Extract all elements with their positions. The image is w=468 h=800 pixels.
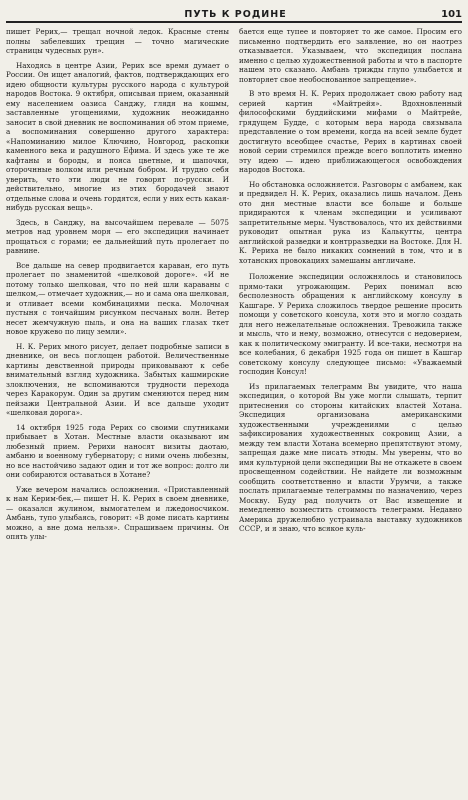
paragraph: пишет Рерих,— трещал ночной ледок. Красные стены полны забелевших трещин — точно магические страницы чудесных рун». [6, 27, 229, 55]
paragraph: Из прилагаемых телеграмм Вы увидите, что наша экспедиция, о которой Вы уже могли слышать, терпит притеснения со стороны китайских властей Хотана. Экспедиция организована американскими художественными учреждениями с целью зафиксирования художественных сокровищ Азии, а между тем власти Хотана всемерно препятствуют этому, запрещая даже мне писать этюды. Мы уверены, что во имя культурной цели экспедиции Вы не откажете в своем просвещенном содействии. Не найдете ли возможным сообщить соответственно и власти Урумчи, а также послать прилагаемые телеграммы по назначению, через Москву. Буду рад получить от Вас извещение и немедленно возместить стоимость телеграмм. Недавно Америка дружелюбно устраивала выставку художников СССР, и я знаю, что всякое куль- [239, 381, 462, 533]
paragraph: Уже вечером начались осложнения. «Приставленный к нам Керим-бек,— пишет Н. К. Рерих в своем дневнике,— оказался жулином, вымогателем и лжедоносчиком. Амбань, тупо улыбаясь, говорит: «В доме писать картины можно, а вне дома нельзя». Спрашиваем причины. Он опять улы- [6, 484, 229, 541]
paragraph: Все дальше на север продвигается караван, его путь пролегает по знаменитой «шелковой дороге». «И не потому только шелковая, что по ней шли караваны с шелком,— отмечает художник,— но и сама она шелковая, и отливает всеми комбинациями песка. Молочная пустыня с тончайшим рисунком песчаных волн. Ветер несет жемчужную пыль, и она на ваших глазах ткет новое кружево по лицу земли». [6, 260, 229, 336]
paragraph: Н. К. Рерих много рисует, делает подробные записи в дневнике, он весь поглощен работой. Величественные картины девственной природы приковывают к себе внимательный взгляд художника. Забытых кашмирские злоключения, не вспоминаются трудности перехода через Каракорум. Один за другим сменяются перед ним пейзажи Центральной Азии. И все дальше уходит «шелковая дорога». [6, 341, 229, 417]
page-header [6, 4, 462, 23]
paragraph: Находясь в центре Азии, Рерих все время думает о России. Он ищет аналогий, фактов, подтверждающих его идею общности культуры русского народа с культурой народов Востока. 9 октября, описывая прием, оказанный ему населением оазиса Санджу, глядя на кошмы, заставленные угощениями, художник неожиданно заносит в свой дневник не воспоминания об этом приеме, а воспоминания совершенно другого характера: «Напоминанию милое Ключино, Новгород, раскопки каменного века и радушного Ефима. И здесь уже те же кафтаны и бороды, и пояса цветные, и шапочки, оторочнные волком или речным бобром. И трудно себя уверить, что эти люди не говорят по-русски. И действительно, многие из этих бородачей знают отдельные слова и очень гордятся, если у них есть какая-нибудь русская вещь». [6, 60, 229, 212]
right-column [239, 27, 462, 797]
page-number: 101 [441, 9, 462, 20]
paragraph: Но обстановка осложняется. Разговоры с амбанем, как и предвидел Н. К. Рерих, оказались лишь началом. День ото дня местные власти все больше и больше придираются к членам экспедиции и усиливают запретительные меры. Чувствовалось, что их действиями руководит опытная рука из Калькутты, центра английской разведки и контрразведки на Востоке. Для Н. К. Рериха не было никаких сомнений в том, что и в хотанских провокациях замешаны англичане. [239, 179, 462, 265]
paragraph: бается еще тупее и повторяет то же самое. Просим его письменно подтвердить его заявление, но он наотрез отказывается. Указываем, что экспедиция послана именно с целью художественной работы и что в паспорте нашем это сказано. Амбань трижды глупо улыбается и повторяет свое необоснованное запрещение». [239, 27, 462, 84]
paragraph: В это время Н. К. Рерих продолжает свою работу над серией картин «Майтрейя». Вдохновленный философскими буддийскими мифами о Майтрейе, грядущем Будде, с которым вера народа связывала представление о том времени, когда на всей земле будет достигнуто всеобщее счастье, Рерих в картинах своей новой серии стремился прежде всего воплотить именно эту идею — идею приближающегося освобождения народов Востока. [239, 89, 462, 174]
paragraph: 14 октября 1925 года Рерих со своими спутниками прибывает в Хотан. Местные власти оказывают им любезный прием. Рерихи наносят визиты даотаю, амбаню и военному губернатору; с ними очень любезны, но все настойчиво задают один и тот же вопрос: долго ли они собираются оставаться в Хотане? [6, 422, 229, 479]
running-title: ПУТЬ К РОДИНЕ [184, 9, 287, 20]
text-columns [6, 27, 462, 797]
left-column [6, 27, 229, 797]
paragraph: Положение экспедиции осложнялось и становилось прямо-таки угрожающим. Рерих понимал всю бесполезность обращения к английскому консулу в Кашгаре. У Рериха сложилось твердое решение просить помощи у советского консула, хотя это и могло создать для него нежелательные осложнения. Тревожила также и мысль, что и нему, возможно, отнесутся с недоверием, как к политическому эмигранту. И все-таки, несмотря на все колебания, 6 декабря 1925 года он пишет в Кашгар советскому консулу следующее письмо: «Уважаемый господин Консул! [239, 272, 462, 376]
paragraph: Здесь, в Санджу, на высочайшем перевале — 5075 метров над уровнем моря — его экспедиция начинает прощаться с горами; ее дальнейший путь пролегает по равнине. [6, 217, 229, 255]
